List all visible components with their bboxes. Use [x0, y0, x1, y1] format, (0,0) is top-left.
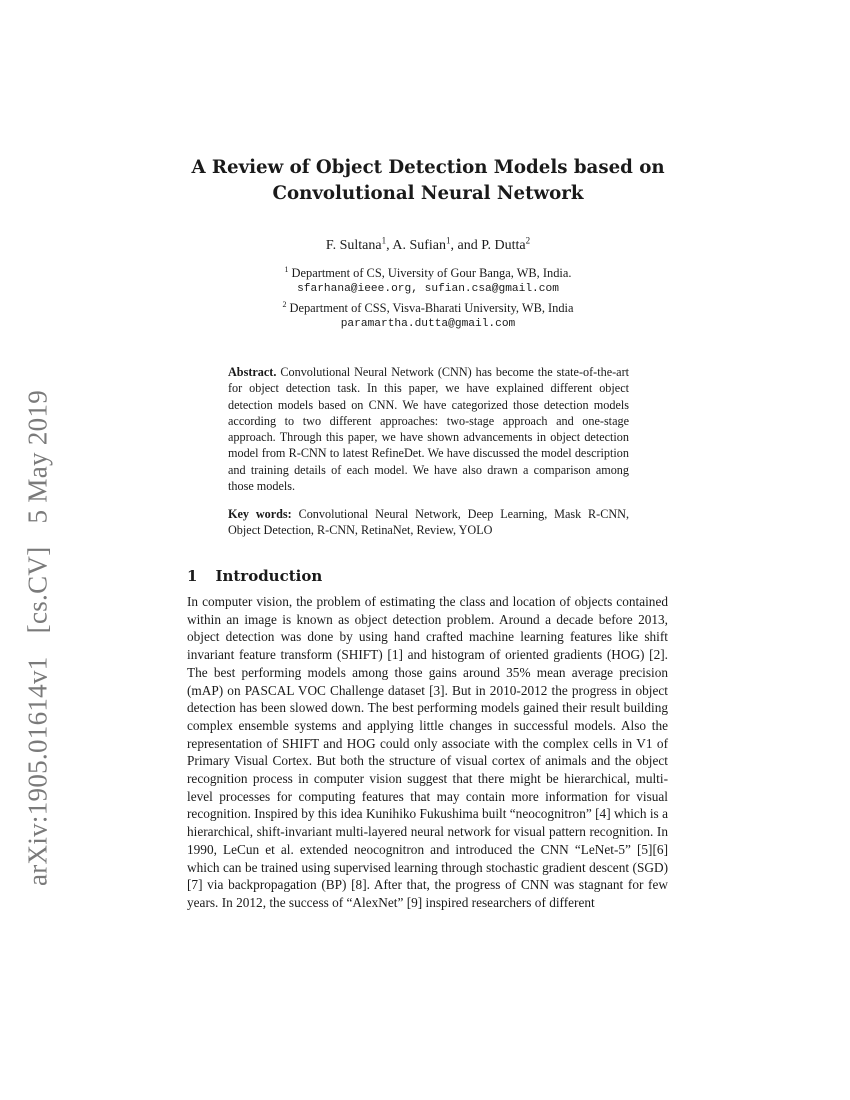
arxiv-date: 5 May 2019: [22, 389, 53, 524]
title-line-2: Convolutional Neural Network: [272, 183, 584, 204]
abstract-text: Convolutional Neural Network (CNN) has become the state-of-the-art for object detection task. In this paper, we have explained different object detection models based on CNN. We have categorized those detection models according to two different approaches: two-stage approach and one-stage approach. Through this paper, we have shown advancements in object detection model from R-CNN to latest RefineDet. We have discussed the model description and training details of each model. We have also drawn a comparison among those models.: [228, 365, 630, 494]
introduction-paragraph: In computer vision, the problem of estimating the class and location of objects contained within an image is known as object detection problem. Around a decade before 2013, object detection was done by using hand crafted machine learning features like shift invariant feature transform (SHIFT) [1] and histogram of oriented gradients (HOG) [2]. The best performing models among those gains around 35% mean average precision (mAP) on PASCAL VOC Challenge dataset [3]. But in 2010-2012 the progress in object detection has been slowed down. The best performing models gained their result building complex ensemble systems and applying little changes in successful models. Also the representation of SHIFT and HOG could only associate with the complex cells in V1 of Primary Visual Cortex. But both the structure of visual cortex of animals and the object recognition process in computer vision suggest that there might be hierarchical, multi-level processes for computing features that may contain more information for visual recognition. Inspired by this idea Kunihiko Fukushima built “neocognitron” [4] which is a hierarchical, shift-invariant multi-layered neural network for visual pattern recognition. In 1990, LeCun et al. extended neocognitron and introduced the CNN “LeNet-5” [5][6] which can be trained using supervised learning through stochastic gradient descent (SGD) [7] via backpropagation (BP) [8]. After that, the progress of CNN was stagnant for few years. In 2012, the success of “AlexNet” [9] inspired researchers of different: [187, 594, 668, 910]
paper-title: [150, 155, 706, 207]
arxiv-id: arXiv:1905.01614v1: [22, 656, 53, 887]
keywords-text: Convolutional Neural Network, Deep Learning, Mask R-CNN, Object Detection, R-CNN, RetinaNet, Review, YOLO: [228, 507, 630, 538]
section-title: Introduction: [215, 567, 323, 585]
affiliation-1: $^1$ Department of CS, Uiversity of Gour Banga, WB, India.: [284, 265, 572, 281]
author: P. Dutta$^2$: [481, 235, 531, 253]
affiliation-2: $^2$ Department of CSS, Visva-Bharati University, WB, India: [282, 300, 574, 316]
section-number: 1: [187, 567, 198, 585]
author-list: [150, 235, 706, 254]
keywords-label: Key words:: [228, 507, 292, 521]
affiliations: [150, 262, 706, 332]
affiliation-1-email: sfarhana@ieee.org, sufian.csa@gmail.com: [297, 283, 559, 296]
author: A. Sufian$^1$, and: [392, 235, 482, 253]
author: F. Sultana$^1$,: [325, 235, 393, 253]
abstract-label: Abstract.: [228, 365, 277, 379]
affiliation-2-email: paramartha.dutta@gmail.com: [340, 318, 516, 331]
section-heading: [187, 567, 322, 585]
abstract: [228, 364, 629, 494]
keywords: [228, 506, 629, 539]
arxiv-category: [cs.CV]: [22, 546, 53, 634]
title-line-1: A Review of Object Detection Models based on: [191, 157, 665, 178]
arxiv-identifier-stamp: [23, 374, 54, 886]
